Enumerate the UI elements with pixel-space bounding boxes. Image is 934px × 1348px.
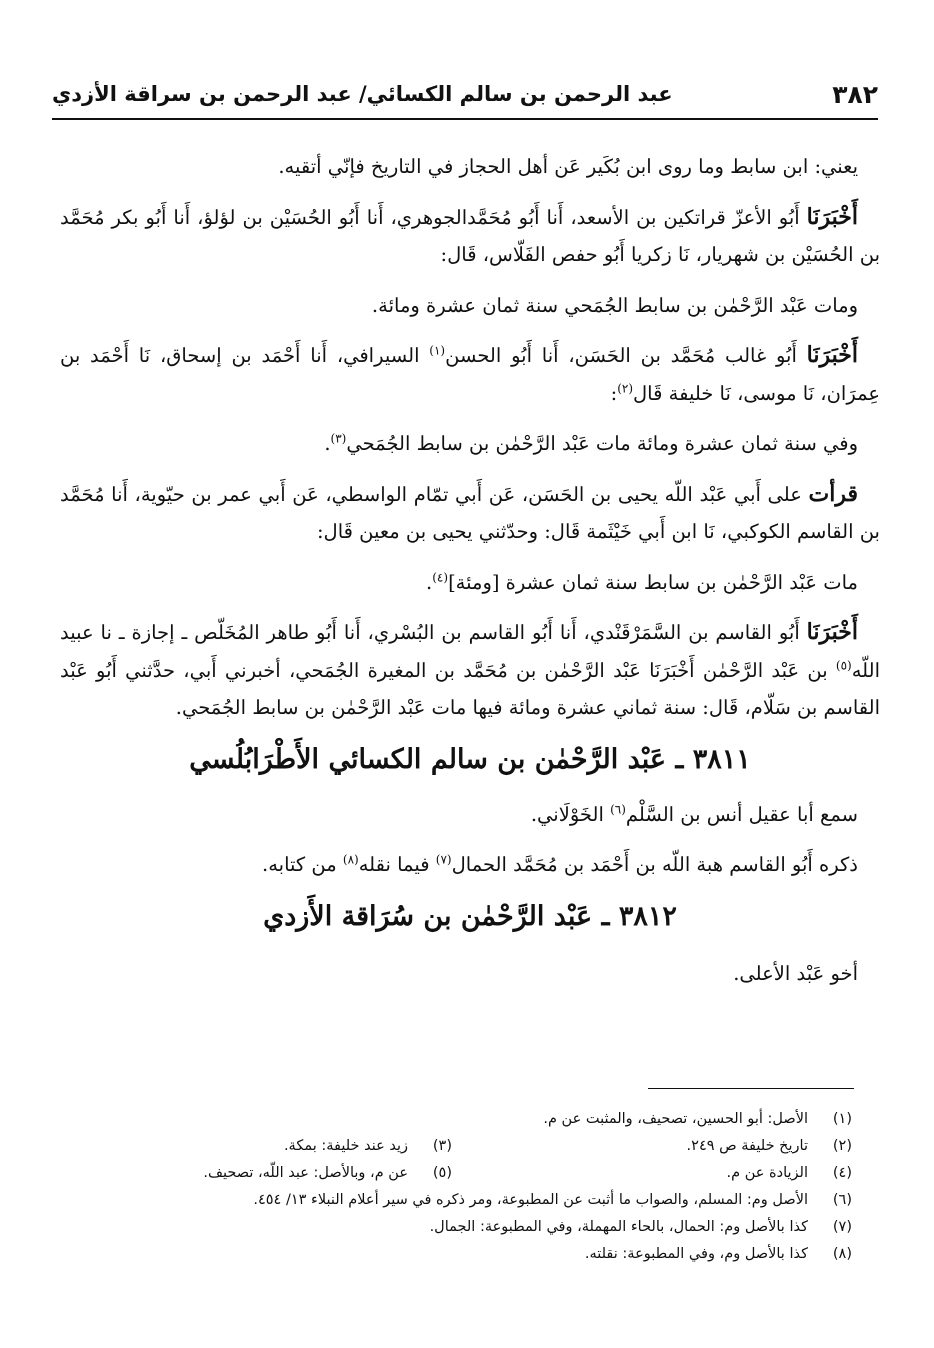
- footnote-ref[interactable]: (٣): [330, 431, 347, 446]
- footnote-number: (٣): [432, 1138, 452, 1154]
- main-text: [60, 148, 880, 1005]
- footnote-text: عن م، وبالأصل: عبد اللّه، تصحيف.: [203, 1165, 408, 1181]
- paragraph: [60, 148, 880, 186]
- footnote-text: كذا بالأصل وم: الحمال، بالحاء المهملة، وفي المطبوعة: الجمال.: [429, 1219, 808, 1235]
- paragraph-text: وفي سنة ثمان عشرة ومائة مات عَبْد الرَّحْمٰن بن سابط الجُمَحي: [346, 432, 858, 455]
- isnad-lead-word: قرأت: [808, 480, 859, 507]
- isnad-lead-word: أَخْبَرَنَا: [806, 342, 858, 368]
- footnote-text: الأصل: أبو الحسين، تصحيف، والمثبت عن م.: [543, 1111, 808, 1127]
- footnote-number: (٤): [832, 1165, 852, 1181]
- page-number: ٣٨٢: [832, 80, 878, 109]
- paragraph-text: السيرافي، أَنا أَحْمَد بن إسحاق، نَا أَحْمَد بن عِمرَان، نَا موسى، نَا خليفة قَال: [60, 344, 880, 405]
- paragraph-text: أَبُو غالب مُحَمَّد بن الحَسَن، أَنا أَبُو الحسن: [445, 344, 807, 367]
- paragraph: [60, 846, 880, 884]
- footnote-number: (٦): [832, 1192, 852, 1208]
- paragraph-text: بن عَبْد الرَّحْمٰن أَخْبَرَنَا عَبْد الرَّحْمٰن بن مُحَمَّد بن المغيرة الجُمَحي، أخبرني أَبي، حدَّثني أَبُو عَبْد القاسم بن سَلّام، قَال: سنة ثماني عشرة ومائة فيها مات عَبْد الرَّحْمٰن بن سابط الجُمَحي.: [60, 658, 880, 719]
- footnote-number: (٧): [832, 1219, 852, 1235]
- footnote-row: [120, 1187, 852, 1214]
- footnote-text: تاريخ خليفة ص ٢٤٩.: [686, 1138, 808, 1154]
- footnote-ref[interactable]: (٢): [617, 381, 634, 395]
- paragraph-text: .: [324, 432, 331, 455]
- running-title: عبد الرحمن بن سالم الكسائي/ عبد الرحمن بن سراقة الأزدي: [52, 82, 673, 106]
- running-header: [52, 72, 878, 116]
- paragraph-text: على أَبي عَبْد اللّه يحيى بن الحَسَن، عَن أَبي تمّام الواسطي، عَن أَبي عمر بن حيّوية، أَنا مُحَمَّد بن القاسم الكوكبي، نَا ابن أَبي خَيْثَمة قَال: وحدّثني يحيى بن معين قَال:: [60, 482, 880, 543]
- footnote-ref[interactable]: (٨): [342, 852, 359, 867]
- paragraph: [60, 199, 880, 274]
- isnad-lead-word: أَخْبَرَنَا: [806, 619, 858, 645]
- paragraph-text: أَبُو القاسم بن السَّمَرْقَنْدي، أَنا أَبُو القاسم بن البُسْري، أَنا أَبُو طاهر المُخَلّص ـ إجازة ـ نا عبيد اللّه: [60, 621, 880, 682]
- footnote-text: الأصل وم: المسلم، والصواب ما أثبت عن المطبوعة، ومر ذكره في سير أعلام النبلاء ١٣/ ٤٥٤.: [253, 1192, 808, 1208]
- paragraph-text: يعني: ابن سابط وما روى ابن بُكَير عَن أهل الحجاز في التاريخ فإنّي أتقيه.: [278, 155, 858, 178]
- paragraph: [60, 796, 880, 834]
- paragraph: [60, 614, 880, 727]
- footnote-text: زيد عند خليفة: بمكة.: [283, 1138, 408, 1154]
- footnote-separator: [648, 1088, 854, 1089]
- paragraph-text: أَبُو الأعزّ قراتكين بن الأسعد، أَنا أَبُو مُحَمَّدالجوهري، أَنا أَبُو الحُسَيْن بن لؤلؤ، أَنا أَبُو بكر مُحَمَّد بن الحُسَيْن بن شهريار، نَا زكريا أَبُو حفص الفَلّاس، قَال:: [60, 205, 880, 266]
- paragraph-text: أخو عَبْد الأعلى.: [733, 961, 858, 985]
- paragraph-text: الخَوْلَاني.: [530, 802, 611, 826]
- footnote-number: (٨): [832, 1246, 852, 1262]
- entry-heading: ٣٨١٢ ـ عَبْد الرَّحْمٰن بن سُرَاقة الأَزدي: [263, 900, 677, 932]
- paragraph: [60, 287, 880, 325]
- footnote-ref[interactable]: (٦): [610, 802, 626, 816]
- footnote-text: الزيادة عن م.: [726, 1165, 808, 1181]
- footnote-ref[interactable]: (١): [429, 343, 446, 358]
- footnote-text: كذا بالأصل وم، وفي المطبوعة: نقلته.: [584, 1246, 808, 1262]
- footnote-row: [120, 1106, 852, 1133]
- footnote-cell: [203, 1160, 452, 1187]
- paragraph-text: من كتابه.: [262, 853, 343, 876]
- paragraph-text: سمع أبا عقيل أنس بن السَّلْم: [625, 802, 858, 826]
- paragraph-text: :: [610, 381, 618, 405]
- paragraph-text: ومات عَبْد الرَّحْمٰن بن سابط الجُمَحي سنة ثمان عشرة ومائة.: [371, 293, 858, 317]
- footnote-row: [120, 1160, 852, 1187]
- footnote-number: (١): [832, 1111, 852, 1127]
- header-rule: [52, 118, 878, 120]
- footnote-ref[interactable]: (٤): [432, 570, 449, 584]
- footnote-row: [120, 1241, 852, 1268]
- paragraph: [60, 337, 880, 412]
- paragraph-text: ذكره أَبُو القاسم هبة اللّه بن أَحْمَد بن مُحَمَّد الحمال: [451, 853, 858, 876]
- paragraph: [60, 564, 880, 602]
- paragraph-text: فيما نقله: [358, 853, 436, 876]
- footnote-ref[interactable]: (٥): [835, 658, 852, 672]
- footnote-cell: [284, 1133, 452, 1160]
- footnotes: [120, 1106, 852, 1268]
- entry-heading: ٣٨١١ ـ عَبْد الرَّحْمٰن بن سالم الكسائي الأَطْرَابُلُسي: [189, 743, 751, 775]
- paragraph: [60, 476, 880, 551]
- paragraph: [60, 955, 880, 993]
- footnote-row: [120, 1214, 852, 1241]
- footnote-cell: [452, 1160, 852, 1187]
- footnote-row: [120, 1133, 852, 1160]
- paragraph-text: مات عَبْد الرَّحْمٰن بن سابط سنة ثمان عشرة [ومئة]: [448, 570, 858, 594]
- paragraph-text: .: [426, 570, 433, 594]
- footnote-cell: [452, 1133, 852, 1160]
- paragraph: [60, 425, 880, 463]
- footnote-ref[interactable]: (٧): [435, 852, 452, 867]
- footnote-number: (٢): [832, 1138, 852, 1154]
- isnad-lead-word: أَخْبَرَنَا: [806, 203, 858, 230]
- footnote-number: (٥): [432, 1165, 452, 1181]
